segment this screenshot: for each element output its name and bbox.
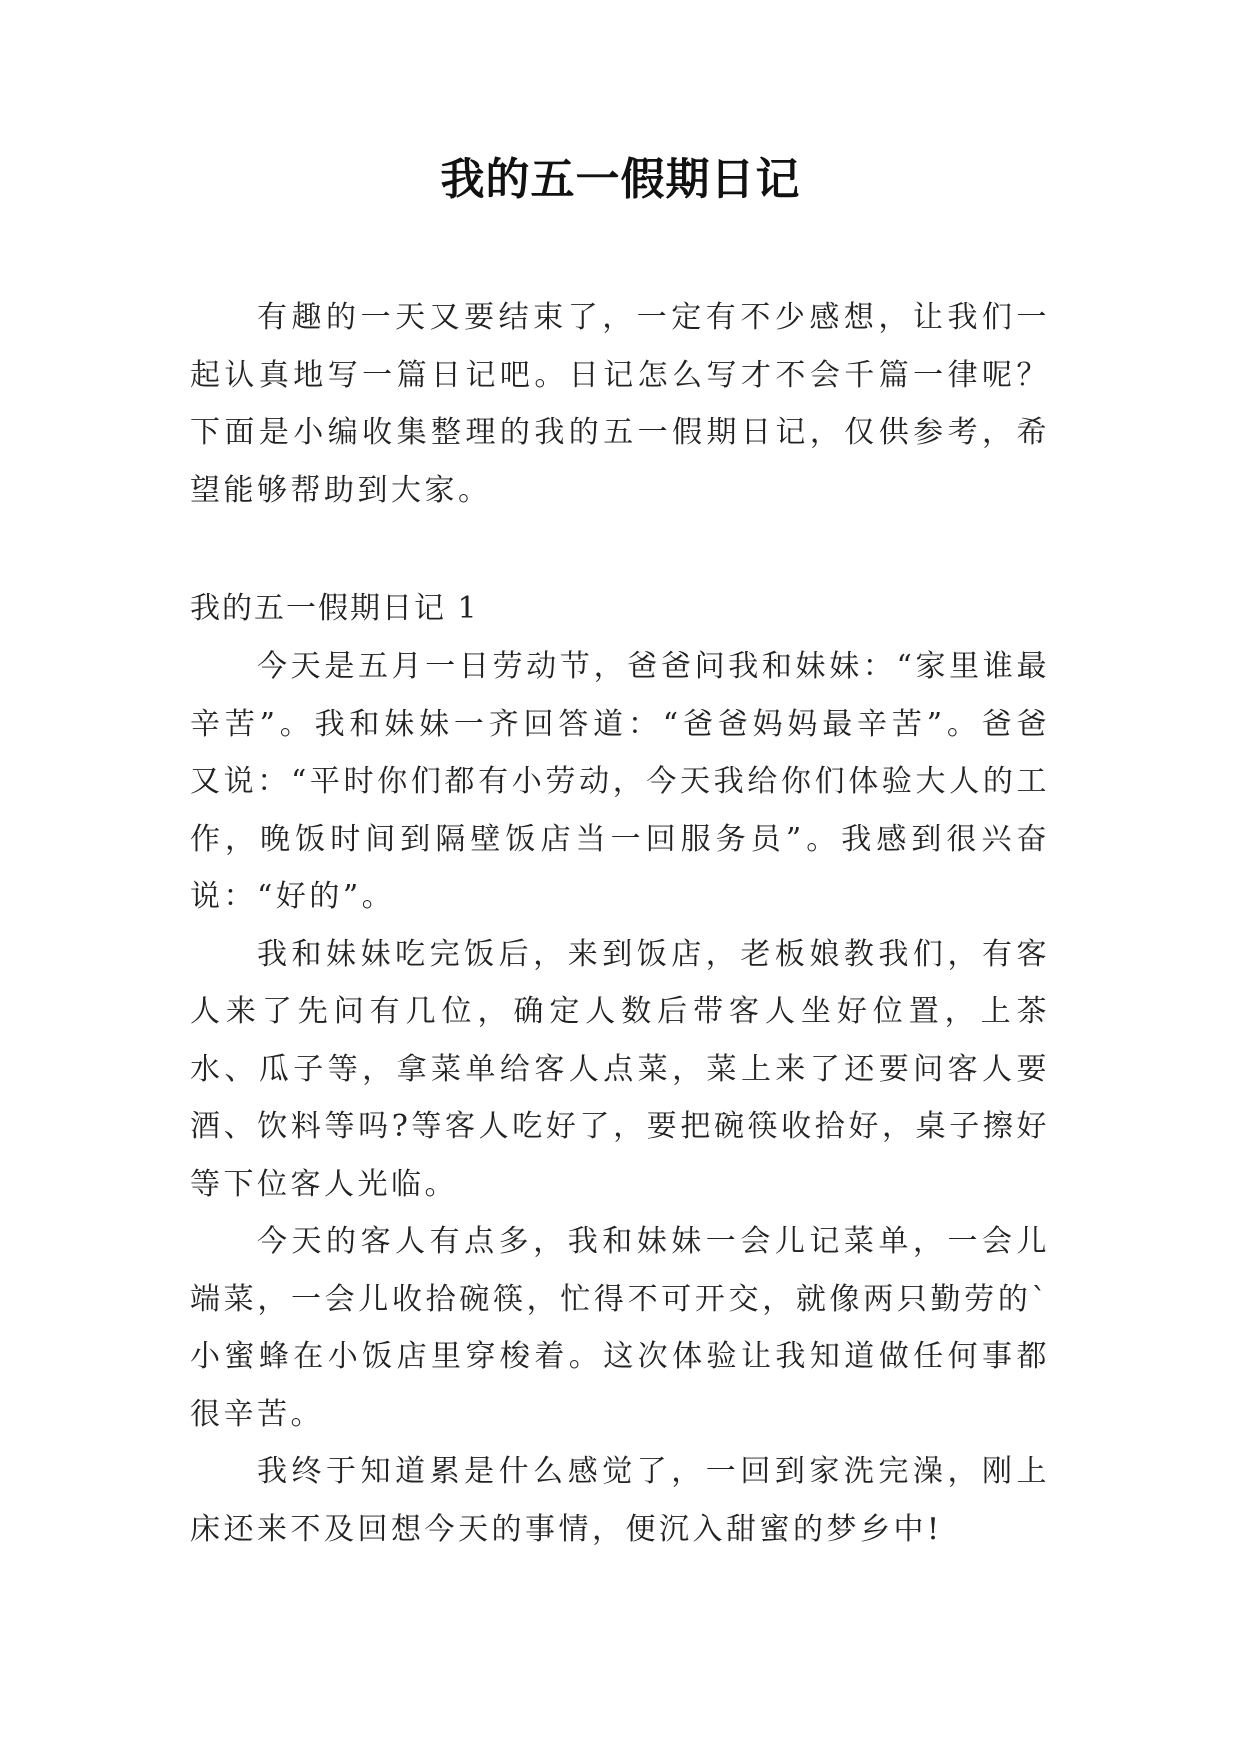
diary-paragraph-3: 今天的客人有点多，我和妹妹一会儿记菜单，一会儿端菜，一会儿收拾碗筷，忙得不可开交，就像两只勤劳的`小蜜蜂在小饭店里穿梭着。这次体验让我知道做任何事都很辛苦。	[190, 1224, 1050, 1432]
section-heading: 我的五一假期日记 1	[190, 591, 479, 626]
document-title: 我的五一假期日记	[440, 154, 801, 205]
diary-content	[190, 638, 1050, 1558]
intro-paragraph: 有趣的一天又要结束了，一定有不少感想，让我们一起认真地写一篇日记吧。日记怎么写才不会千篇一律呢？下面是小编收集整理的我的五一假期日记，仅供参考，希望能够帮助到大家。	[190, 300, 1050, 508]
diary-paragraph-4: 我终于知道累是什么感觉了，一回到家洗完澡，刚上床还来不及回想今天的事情，便沉入甜蜜的梦乡中!	[190, 1454, 1050, 1547]
diary-paragraph-1: 今天是五月一日劳动节，爸爸问我和妹妹：“家里谁最辛苦”。我和妹妹一齐回答道：“爸爸妈妈最辛苦”。爸爸又说：“平时你们都有小劳动，今天我给你们体验大人的工作，晚饭时间到隔壁饭店当一回服务员”。我感到很兴奋说：“好的”。	[190, 649, 1050, 914]
intro-block	[190, 289, 1050, 519]
diary-paragraph-2: 我和妹妹吃完饭后，来到饭店，老板娘教我们，有客人来了先问有几位，确定人数后带客人坐好位置，上茶水、瓜子等，拿菜单给客人点菜，菜上来了还要问客人要酒、饮料等吗?等客人吃好了，要把碗筷收拾好，桌子擦好等下位客人光临。	[190, 936, 1050, 1202]
